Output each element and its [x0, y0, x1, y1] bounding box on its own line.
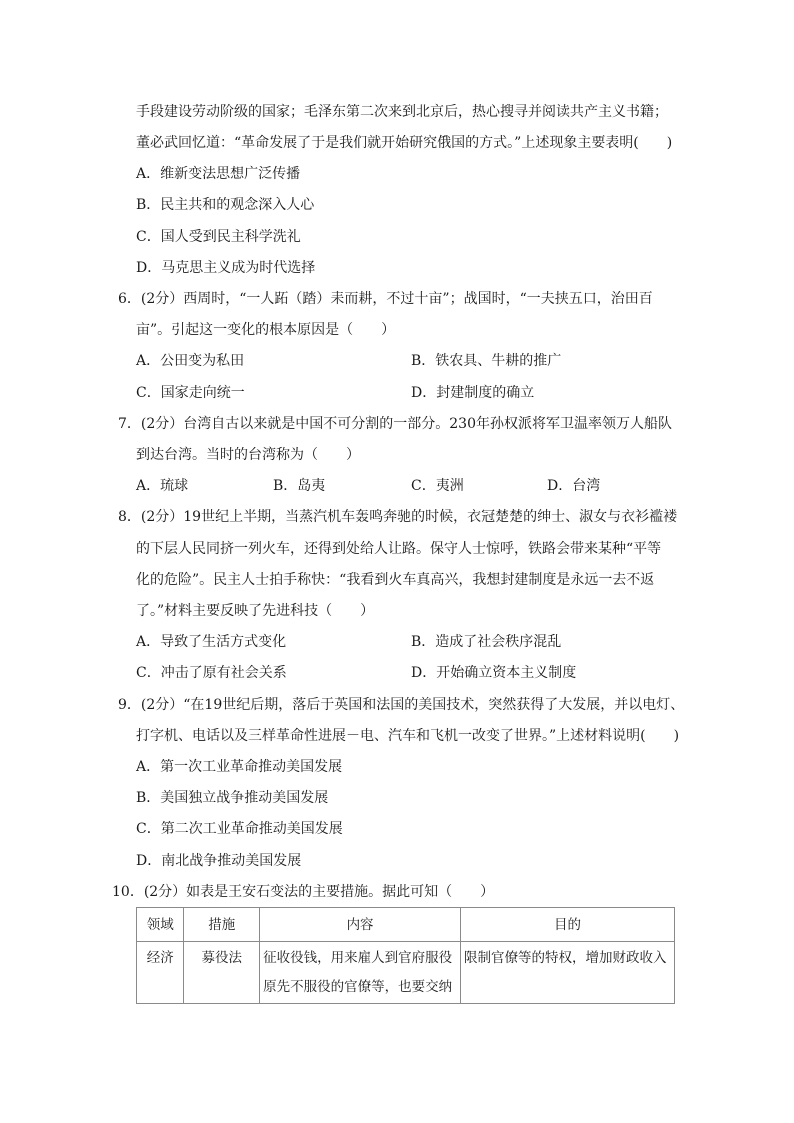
q6-option-a: A．公田变为私田	[136, 353, 245, 369]
table-cell-purpose: 限制官僚等的特权，增加财政收入	[461, 942, 675, 1004]
table-header-measure: 措施	[184, 908, 260, 942]
q8-stem-line-4: 了。”材料主要反映了先进科技（ ）	[136, 603, 375, 619]
table-cell-measure: 募役法	[184, 942, 260, 1004]
q7-stem-line-2: 到达台湾。当时的台湾称为（ ）	[136, 447, 360, 463]
q8-stem-line-2: 的下层人民同挤一列火车，还得到处给人让路。保守人士惊呼，铁路会带来某种“平等	[136, 541, 662, 557]
q5-option-b: B．民主共和的观念深入人心	[136, 197, 315, 213]
table-header-row	[137, 908, 675, 942]
q6-stem-line-2: 亩”。引起这一变化的根本原因是（ ）	[136, 322, 396, 338]
table-cell-content-line-1: 征收役钱，用来雇人到官府服役	[263, 950, 453, 966]
table-header-field: 领域	[137, 908, 184, 942]
q8-option-c: C．冲击了原有社会关系	[136, 665, 287, 681]
q9-option-c: C．第二次工业革命推动美国发展	[136, 821, 343, 837]
q6-option-c: C．国家走向统一	[136, 385, 245, 401]
q7-option-d: D．台湾	[547, 478, 601, 494]
q8-stem-line-3: 化的危险”。民主人士拍手称快：“我看到火车真高兴，我想封建制度是永远一去不返	[136, 572, 655, 588]
q6-option-b: B．铁农具、牛耕的推广	[411, 353, 562, 369]
q5-option-d: D．马克思主义成为时代选择	[136, 260, 316, 276]
table-cell-content	[260, 942, 461, 1004]
q6-stem-line-1: 6．(2分）西周时，“一人跖（踏）耒而耕，不过十亩”；战国时，“一夫挟五口，治田百	[118, 291, 653, 307]
q9-stem-line-2: 打字机、电话以及三样革命性进展－电、汽车和飞机一改变了世界。”上述材料说明( )	[136, 728, 680, 744]
table-row	[137, 942, 675, 1004]
q8-option-a: A．导致了生活方式变化	[136, 634, 287, 650]
q7-option-c: C．夷洲	[411, 478, 464, 494]
table-cell-field: 经济	[137, 942, 184, 1004]
q5-option-c: C．国人受到民主科学洗礼	[136, 229, 301, 245]
table-header-content: 内容	[260, 908, 461, 942]
q5-stem-line-2: 董必武回忆道：“革命发展了于是我们就开始研究俄国的方式。”上述现象主要表明( )	[136, 135, 673, 151]
q9-option-b: B．美国独立战争推动美国发展	[136, 790, 329, 806]
q9-option-d: D．南北战争推动美国发展	[136, 853, 302, 869]
q5-stem-line-1: 手段建设劳动阶级的国家；毛泽东第二次来到北京后，热心搜寻并阅读共产主义书籍；	[136, 104, 668, 120]
reform-measures-table	[136, 907, 675, 1004]
q5-option-a: A．维新变法思想广泛传播	[136, 166, 301, 182]
q8-option-d: D．开始确立资本主义制度	[411, 665, 577, 681]
table-cell-content-line-2: 原先不服役的官僚等，也要交纳	[263, 979, 453, 995]
table-header-purpose: 目的	[461, 908, 675, 942]
q8-option-b: B．造成了社会秩序混乱	[411, 634, 562, 650]
q9-option-a: A．第一次工业革命推动美国发展	[136, 759, 343, 775]
q7-option-a: A．琉球	[136, 478, 189, 494]
q9-stem-line-1: 9．(2分）“在19世纪后期，落后于英国和法国的美国技术，突然获得了大发展，并以电灯、	[118, 697, 685, 713]
q8-stem-line-1: 8．(2分）19世纪上半期，当蒸汽机车轰鸣奔驰的时候，衣冠楚楚的绅士、淑女与衣衫褴褛	[118, 509, 678, 525]
q6-option-d: D．封建制度的确立	[411, 385, 535, 401]
q7-option-b: B．岛夷	[273, 478, 326, 494]
q10-stem: 10．(2分）如表是王安石变法的主要措施。据此可知（ ）	[112, 884, 495, 900]
q7-stem-line-1: 7．(2分）台湾自古以来就是中国不可分割的一部分。230年孙权派将军卫温率领万人船队	[118, 416, 672, 432]
